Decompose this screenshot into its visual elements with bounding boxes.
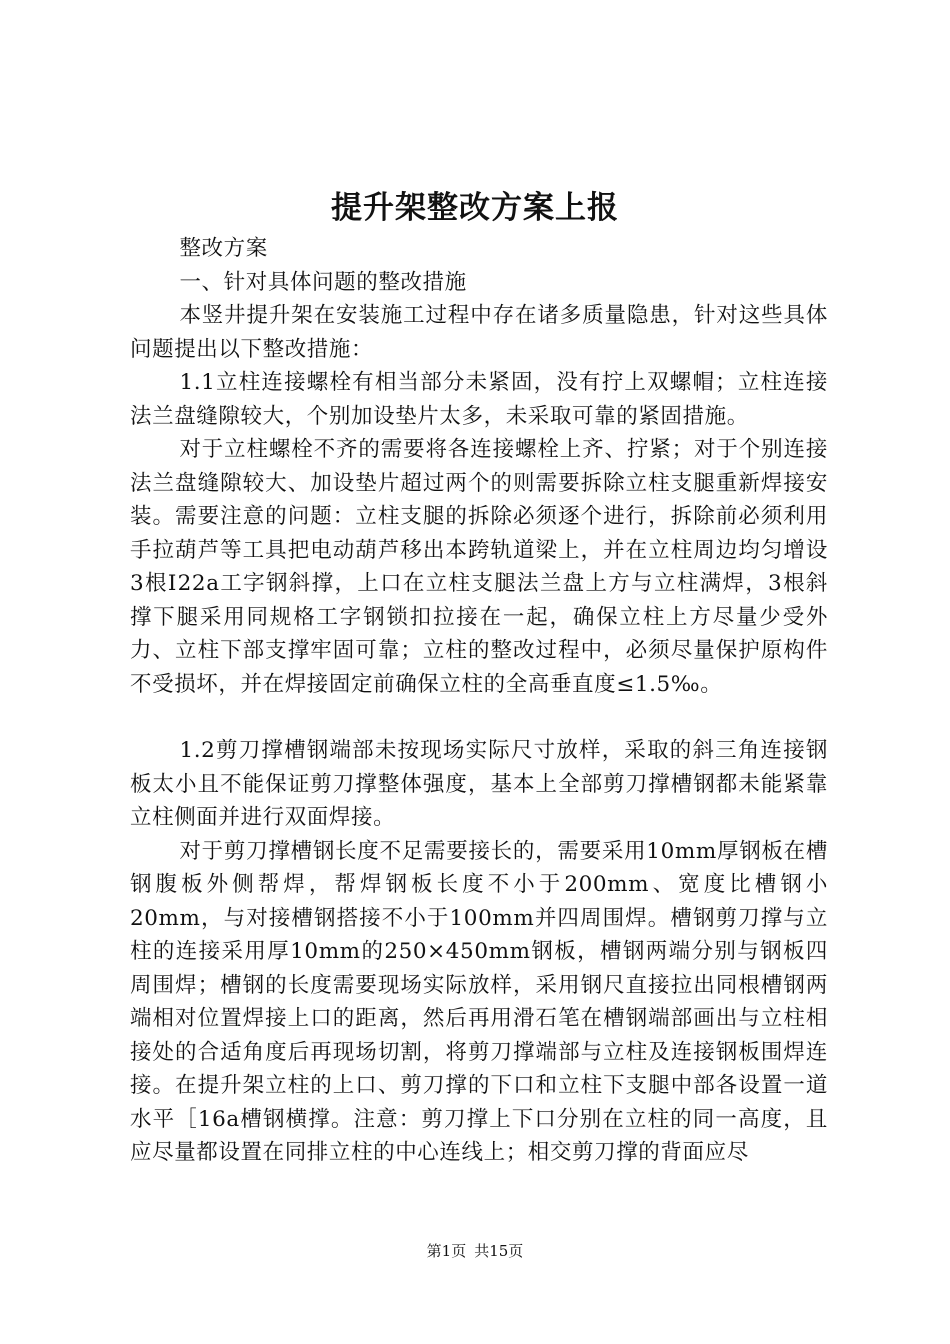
page-number: 第1页 bbox=[426, 1242, 467, 1260]
page-total: 共15页 bbox=[474, 1242, 524, 1260]
paragraph-measure-1-2: 对于剪刀撑槽钢长度不足需要接长的，需要采用10mm厚钢板在槽钢腹板外侧帮焊，帮焊钢板长度不小于200mm、宽度比槽钢小20mm，与对接槽钢搭接不小于100mm并四周围焊。槽钢剪刀撑与立柱的连接采用厚10mm的250×450mm钢板，槽钢两端分别与钢板四周围焊；槽钢的长度需要现场实际放样，采用钢尺直接拉出同根槽钢两端相对位置焊接上口的距离，然后再用滑石笔在槽钢端部画出与立柱相接处的合适角度后再现场切割，将剪刀撑端部与立柱及连接钢板围焊连接。在提升架立柱的上口、剪刀撑的下口和立柱下支腿中部各设置一道水平［16a槽钢横撑。注意：剪刀撑上下口分别在立柱的同一高度，且应尽量都设置在同排立柱的中心连线上；相交剪刀撑的背面应尽 bbox=[130, 838, 828, 1165]
page-footer bbox=[0, 1240, 950, 1262]
paragraph-intro: 本竖井提升架在安装施工过程中存在诸多质量隐患，针对这些具体问题提出以下整改措施： bbox=[130, 303, 828, 362]
paragraph-measure-1-1: 对于立柱螺栓不齐的需要将各连接螺栓上齐、拧紧；对于个别连接法兰盘缝隙较大、加设垫片超过两个的则需要拆除立柱支腿重新焊接安装。需要注意的问题：立柱支腿的拆除必须逐个进行，拆除前必须利用手拉葫芦等工具把电动葫芦移出本跨轨道梁上，并在立柱周边均匀增设3根Ⅰ22a工字钢斜撑，上口在立柱支腿法兰盘上方与立柱满焊，3根斜撑下腿采用同规格工字钢锁扣拉接在一起，确保立柱上方尽量少受外力、立柱下部支撑牢固可靠；立柱的整改过程中，必须尽量保护原构件不受损坏，并在焊接固定前确保立柱的全高垂直度≤1.5‰。 bbox=[130, 437, 828, 697]
paragraph-section-heading: 一、针对具体问题的整改措施 bbox=[179, 269, 467, 295]
document-body bbox=[130, 232, 828, 1170]
document-title: 提升架整改方案上报 bbox=[331, 190, 619, 226]
paragraph-issue-1-2: 1.2剪刀撑槽钢端部未按现场实际尺寸放样，采取的斜三角连接钢板太小且不能保证剪刀撑整体强度，基本上全部剪刀撑槽钢都未能紧靠立柱侧面并进行双面焊接。 bbox=[130, 738, 828, 830]
paragraph-heading-plan: 整改方案 bbox=[179, 236, 268, 261]
paragraph-spacer bbox=[130, 701, 828, 734]
paragraph-issue-1-1: 1.1立柱连接螺栓有相当部分未紧固，没有拧上双螺帽；立柱连接法兰盘缝隙较大，个别加设垫片太多，未采取可靠的紧固措施。 bbox=[130, 370, 828, 429]
